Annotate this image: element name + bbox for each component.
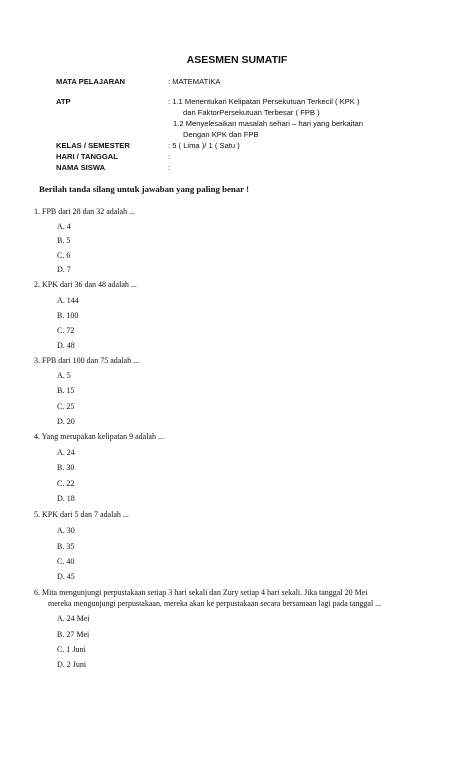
hari-value: : — [168, 152, 171, 161]
atp-line-1: : 1.1 Menentukan Kelipatan Persekutuan Terkecil ( KPK ) — [168, 97, 360, 106]
option-5b: B. 35 — [57, 542, 75, 551]
question-3: 3. FPB dari 100 dan 75 adalah ... — [34, 356, 140, 365]
option-6d: D. 2 Juni — [57, 660, 87, 669]
hari-label: HARI / TANGGAL — [56, 152, 118, 161]
page-title: ASESMEN SUMATIF — [186, 54, 288, 66]
option-4d: D. 18 — [57, 494, 75, 503]
nama-label: NAMA SISWA — [56, 163, 106, 172]
option-5a: A. 30 — [57, 526, 75, 535]
option-6b: B. 27 Mei — [57, 630, 90, 639]
option-1c: C. 6 — [57, 251, 71, 260]
question-1: 1. FPB dari 28 dan 32 adalah ... — [34, 207, 136, 216]
kelas-label: KELAS / SEMESTER — [56, 141, 130, 150]
option-2a: A. 144 — [57, 296, 79, 305]
mapel-label: MATA PELAJARAN — [56, 77, 126, 86]
atp-label: ATP — [56, 97, 71, 106]
mapel-value: : MATEMATIKA — [168, 77, 221, 86]
question-6-line-2: mereka mengunjungi perpustakaan, mereka akan ke perpustakaan secara bersamaan lagi pada tanggal ... — [48, 599, 382, 608]
option-6c: C. 1 Juni — [57, 645, 86, 654]
atp-line-3: 1.2 Menyelesaikan masalah sehari – hari yang berkaitan — [173, 119, 363, 128]
option-2b: B. 100 — [57, 311, 79, 320]
kelas-value: : 5 ( Lima )/ 1 ( Satu ) — [168, 141, 240, 150]
question-6-line-1: 6. Mita mengunjungi perpustakaan setiap 3 hari sekali dan Zury setiap 4 hari sekali. Jika tanggal 20 Mei — [34, 588, 368, 597]
option-3d: D. 20 — [57, 417, 75, 426]
option-1d: D. 7 — [57, 265, 71, 274]
option-5d: D. 45 — [57, 572, 75, 581]
option-3b: B. 15 — [57, 386, 75, 395]
option-3a: A. 5 — [57, 371, 71, 380]
option-4a: A. 24 — [57, 448, 75, 457]
atp-line-4: Dengan KPK dan FPB — [183, 130, 259, 139]
question-4: 4. Yang merupakan kelipatan 9 adalah ... — [34, 432, 164, 441]
question-2: 2. KPK dari 36 dan 48 adalah ... — [34, 280, 137, 289]
nama-value: : — [168, 163, 171, 172]
option-3c: C. 25 — [57, 402, 75, 411]
atp-line-2: dan FaktorPersekutuan Terbesar ( FPB ) — [183, 108, 320, 117]
option-1a: A. 4 — [57, 222, 71, 231]
option-4c: C. 22 — [57, 479, 75, 488]
option-1b: B. 5 — [57, 236, 71, 245]
option-4b: B. 30 — [57, 463, 75, 472]
option-2c: C. 72 — [57, 326, 75, 335]
option-2d: D. 48 — [57, 341, 75, 350]
question-5: 5. KPK dari 5 dan 7 adalah ... — [34, 510, 129, 519]
option-5c: C. 40 — [57, 557, 75, 566]
option-6a: A. 24 Mei — [57, 614, 90, 623]
instruction: Berilah tanda silang untuk jawaban yang paling benar ! — [39, 184, 250, 194]
